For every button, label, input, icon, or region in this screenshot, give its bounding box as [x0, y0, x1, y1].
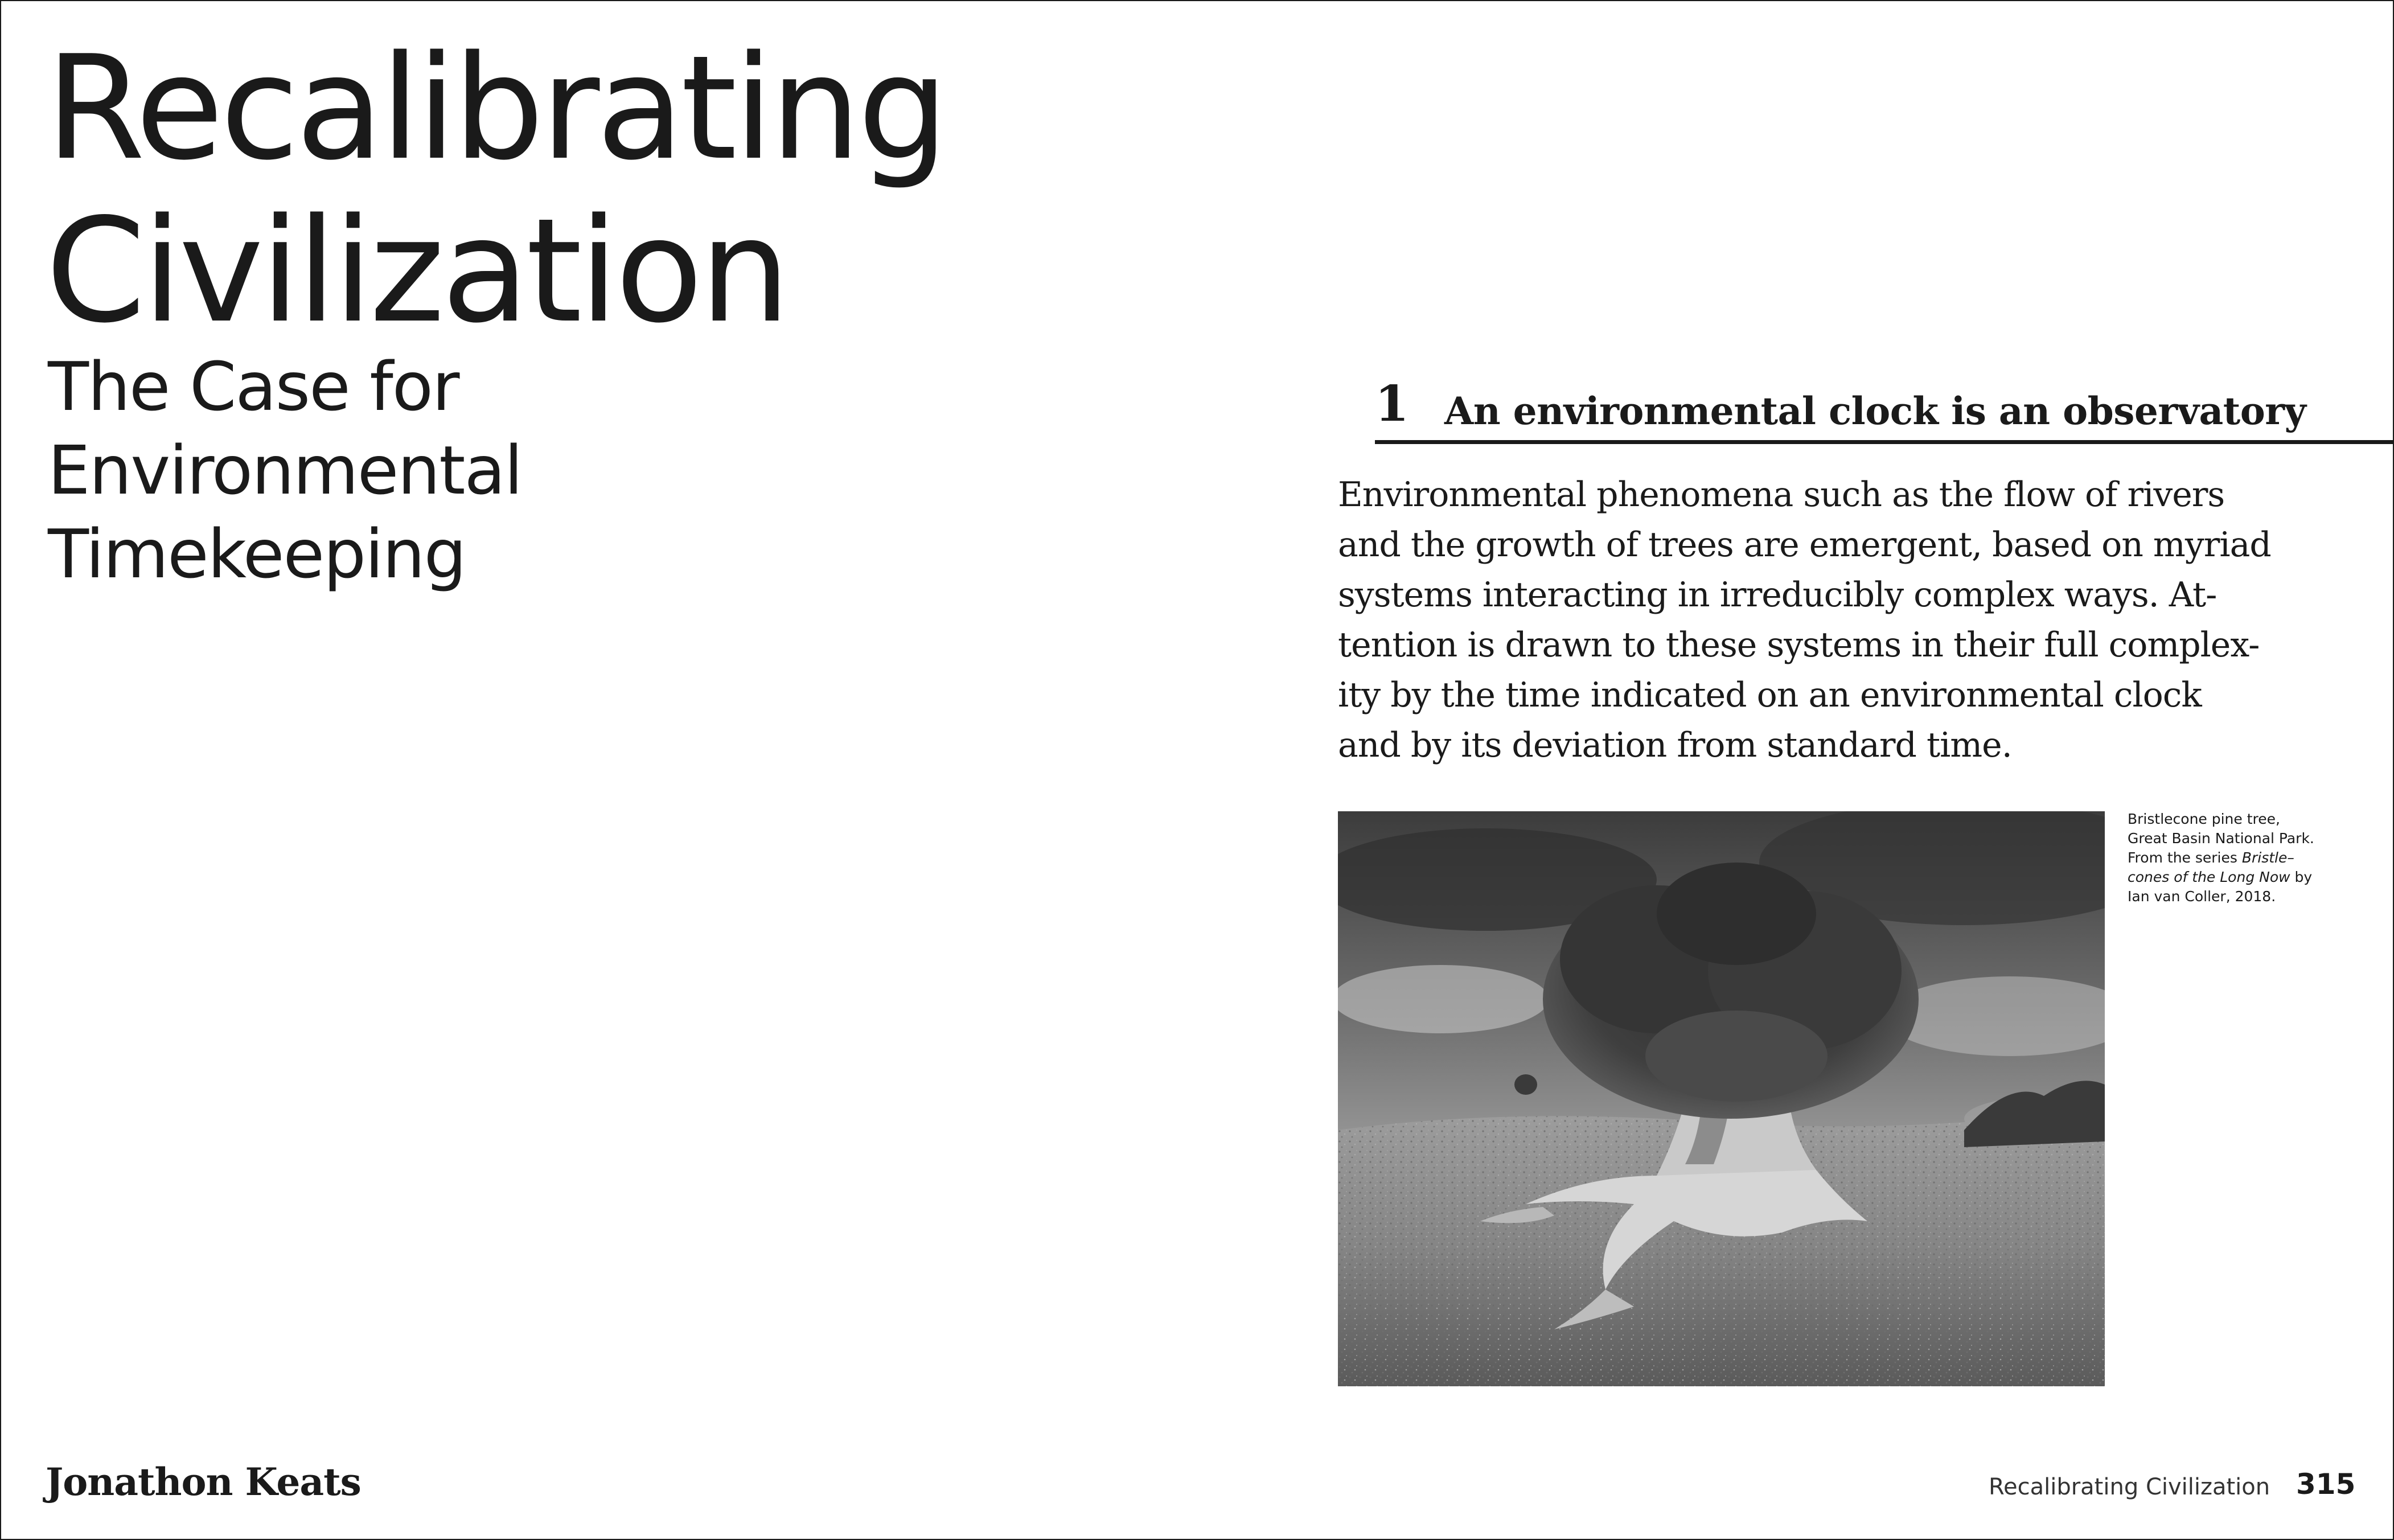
- caption-line-2: Great Basin National Park.: [2128, 830, 2314, 847]
- tree-photo-illustration: [1338, 811, 2105, 1386]
- body-line: ity by the time indicated on an environmental clock: [1338, 675, 2202, 715]
- author-name: Jonathon Keats: [46, 1460, 361, 1504]
- body-line: tention is drawn to these systems in their full complex-: [1338, 625, 2260, 665]
- caption-line-4: [2128, 868, 2378, 887]
- section-title: An environmental clock is an observatory: [1444, 389, 2306, 433]
- caption-series-title-part-1: Bristle–: [2241, 849, 2294, 866]
- caption-series-prefix: From the series: [2128, 849, 2242, 866]
- photo-caption: [2128, 810, 2378, 906]
- title-line-1: Recalibrating: [46, 25, 946, 192]
- section-number: 1: [1375, 375, 1409, 433]
- essay-title: [46, 27, 945, 353]
- section-heading: [1375, 370, 2394, 444]
- running-title: Recalibrating Civilization: [1989, 1474, 2270, 1500]
- body-line: and by its deviation from standard time.: [1338, 725, 2012, 765]
- body-line: Environmental phenomena such as the flow of rivers: [1338, 475, 2225, 515]
- subtitle-line-3: Timekeeping: [48, 515, 466, 593]
- essay-subtitle: [48, 345, 522, 596]
- title-line-2: Civilization: [46, 188, 787, 355]
- caption-by: by: [2290, 869, 2313, 885]
- caption-line-5: Ian van Coller, 2018.: [2128, 888, 2276, 905]
- body-paragraph: [1338, 470, 2363, 770]
- caption-series-title-part-2: cones of the Long Now: [2128, 869, 2290, 885]
- body-line: systems interacting in irreducibly complex ways. At-: [1338, 575, 2217, 615]
- subtitle-line-2: Environmental: [48, 431, 522, 510]
- caption-line-3: [2128, 848, 2378, 868]
- caption-line-1: Bristlecone pine tree,: [2128, 811, 2280, 827]
- body-line: and the growth of trees are emergent, based on myriad: [1338, 525, 2271, 565]
- subtitle-line-1: The Case for: [48, 347, 459, 426]
- page-number: 315: [2296, 1468, 2356, 1501]
- bristlecone-pine-photo: [1338, 811, 2105, 1386]
